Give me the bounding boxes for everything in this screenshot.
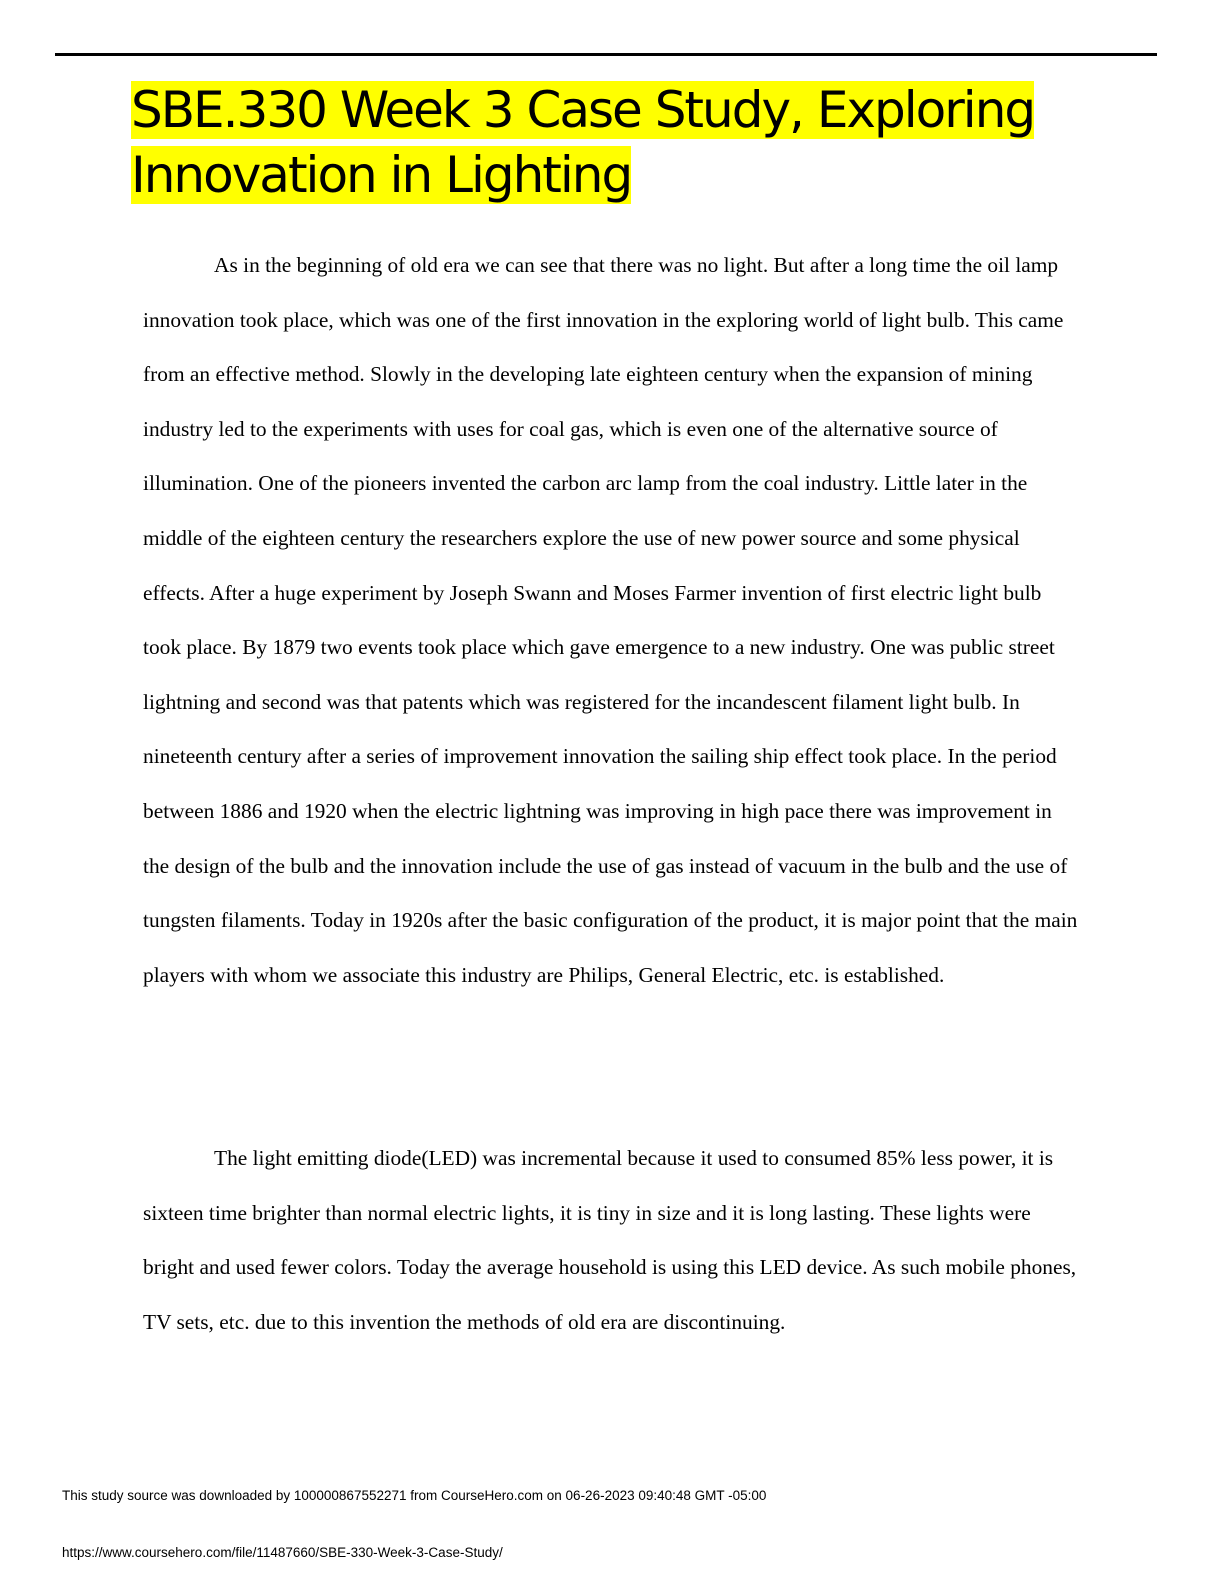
document-title: [131, 78, 1091, 208]
source-url-link[interactable]: https://www.coursehero.com/file/11487660/SBE-330-Week-3-Case-Study/: [62, 1545, 503, 1560]
body-paragraph-2: The light emitting diode(LED) was incremental because it used to consumed 85% less power, it is sixteen time brighter than normal electric lights, it is tiny in size and it is long lasting. These lights were bright and used fewer colors. Today the average household is using this LED device. As such mobile phones, TV sets, etc. due to this invention the methods of old era are discontinuing.: [143, 1146, 1077, 1334]
download-notice: This study source was downloaded by 100000867552271 from CourseHero.com on 06-26-2023 09:40:48 GMT -05:00: [62, 1488, 767, 1503]
header-rule: [55, 53, 1157, 56]
body-paragraph-1: As in the beginning of old era we can see that there was no light. But after a long time the oil lamp innovation took place, which was one of the first innovation in the exploring world of light bulb. This came from an effective method. Slowly in the developing late eighteen century when the expansion of mining industry led to the experiments with uses for coal gas, which is even one of the alternative source of illumination. One of the pioneers invented the carbon arc lamp from the coal industry. Little later in the middle of the eighteen century the researchers explore the use of new power source and some physical effects. After a huge experiment by Joseph Swann and Moses Farmer invention of first electric light bulb took place. By 1879 two events took place which gave emergence to a new industry. One was public street lightning and second was that patents which was registered for the incandescent filament light bulb. In nineteenth century after a series of improvement innovation the sailing ship effect took place. In the period between 1886 and 1920 when the electric lightning was improving in high pace there was improvement in the design of the bulb and the innovation include the use of gas instead of vacuum in the bulb and the use of tungsten filaments. Today in 1920s after the basic configuration of the product, it is major point that the main players with whom we associate this industry are Philips, General Electric, etc. is established.: [143, 253, 1078, 987]
document-title-text: SBE.330 Week 3 Case Study, Exploring Innovation in Lighting: [131, 81, 1035, 204]
